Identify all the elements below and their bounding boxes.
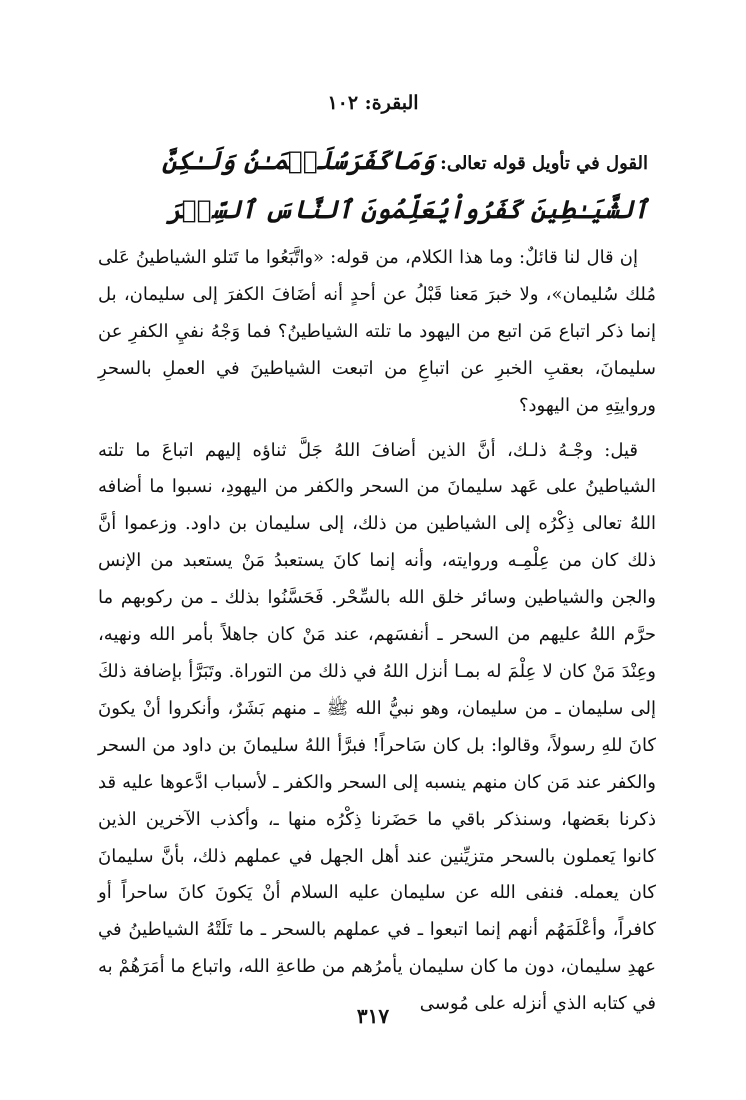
paragraph-answer: قيل: وجْـهُ ذلـك، أنَّ الذين أضافَ اللهُ جَلَّ ثناؤه إليهم اتباعَ ما تلته الشياطينُ على عَهد سليمانَ من السحر والكفر من اليهودِ، نسبوا ما أضافه اللهُ تعالى ذِكْرُه إلى الشياطين من ذلك، إلى سليمان بن داود. وزعموا أنَّ ذلك كان من عِلْمِـه وروايته، وأنه إنما كانَ يستعبدُ مَنْ يستعبد من الإنس والجن والشياطين وسائر خلق الله بالسِّحْر. فَحَسَّنُوا بذلك ـ من ركوبهم ما حرَّم اللهُ عليهم من السحر ـ أنفسَهم، عند مَنْ كان جاهلاً بأمر الله ونهيه، وعِنْدَ مَنْ كان لا عِلْمَ له بمـا أنزل اللهُ في ذلك من التوراة. وتَبَرَّأ بإضافة ذلكَ إلى سليمان ـ من سليمان، وهو نبيُّ الله ﷺ ـ منهم بَشَرٌ، وأنكروا أنْ يكونَ كانَ للهِ رسولاً، وقالوا: بل كان سَاحراً! فبرَّأ اللهُ سليمانَ بن داود من السحر والكفر عند مَن كان منهم ينسبه إلى السحر والكفر ـ لأسباب ادَّعوها عليه قد ذكرنا بعَضها، وسنذكر باقي ما حَضَرنا ذِكْرُه منها ـ، وأكذب الآخرين الذين كانوا يَعملون بالسحر متزيِّنين عند أهل الجهل في عملهم ذلك، بأنَّ سليمانَ كان يعمله. فنفى الله عن سليمان عليه السلام أنْ يَكونَ كانَ ساحراً أو كافراً، وأعْلَمَهُم أنهم إنما اتبعوا ـ في عملهم بالسحر ـ ما تَلَتْهُ الشياطينُ في عهدِ سليمان، دون ما كان سليمان يأمرُهم من طاعةِ الله، واتباع ما أمَرَهُمْ به في كتابه الذي أنزله على مُوسى xyxy=(98,439,656,1015)
body-text xyxy=(98,240,656,1023)
section-heading xyxy=(88,138,648,236)
page-number: ٣١٧ xyxy=(356,1004,390,1028)
surah-reference-header: البقرة: ١٠٢ xyxy=(327,92,419,114)
heading-intro: القول في تأويل قوله تعالى: xyxy=(440,153,648,174)
quranic-verse: وَمَاكَفَرَسُلَيۡمَـٰنُ وَلَـٰكِنَّ ٱلشَّيَـٰطِينَ كَفَرُواْيُعَلِّمُونَ ٱلنَّاسَ ٱلسِّحۡرَ xyxy=(161,146,648,224)
paragraph-question: إن قال لنا قائلٌ: وما هذا الكلام، من قوله: «واتَّبَعُوا ما تَتلو الشياطينُ عَلى مُلك سُليمان»، ولا خبرَ مَعنا قَبْلُ عن أحدٍ أنه أضَافَ الكفرَ إلى سليمان، بل إنما ذكر اتباع مَن اتبع من اليهود ما تلته الشياطينُ؟ فما وَجْهُ نفيِ الكفرِ عن سليمانَ، بعقبِ الخبرِ عن اتباعِ من اتبعت الشياطينَ في العملِ بالسحرِ وروايتِهِ من اليهود؟ xyxy=(98,247,656,416)
